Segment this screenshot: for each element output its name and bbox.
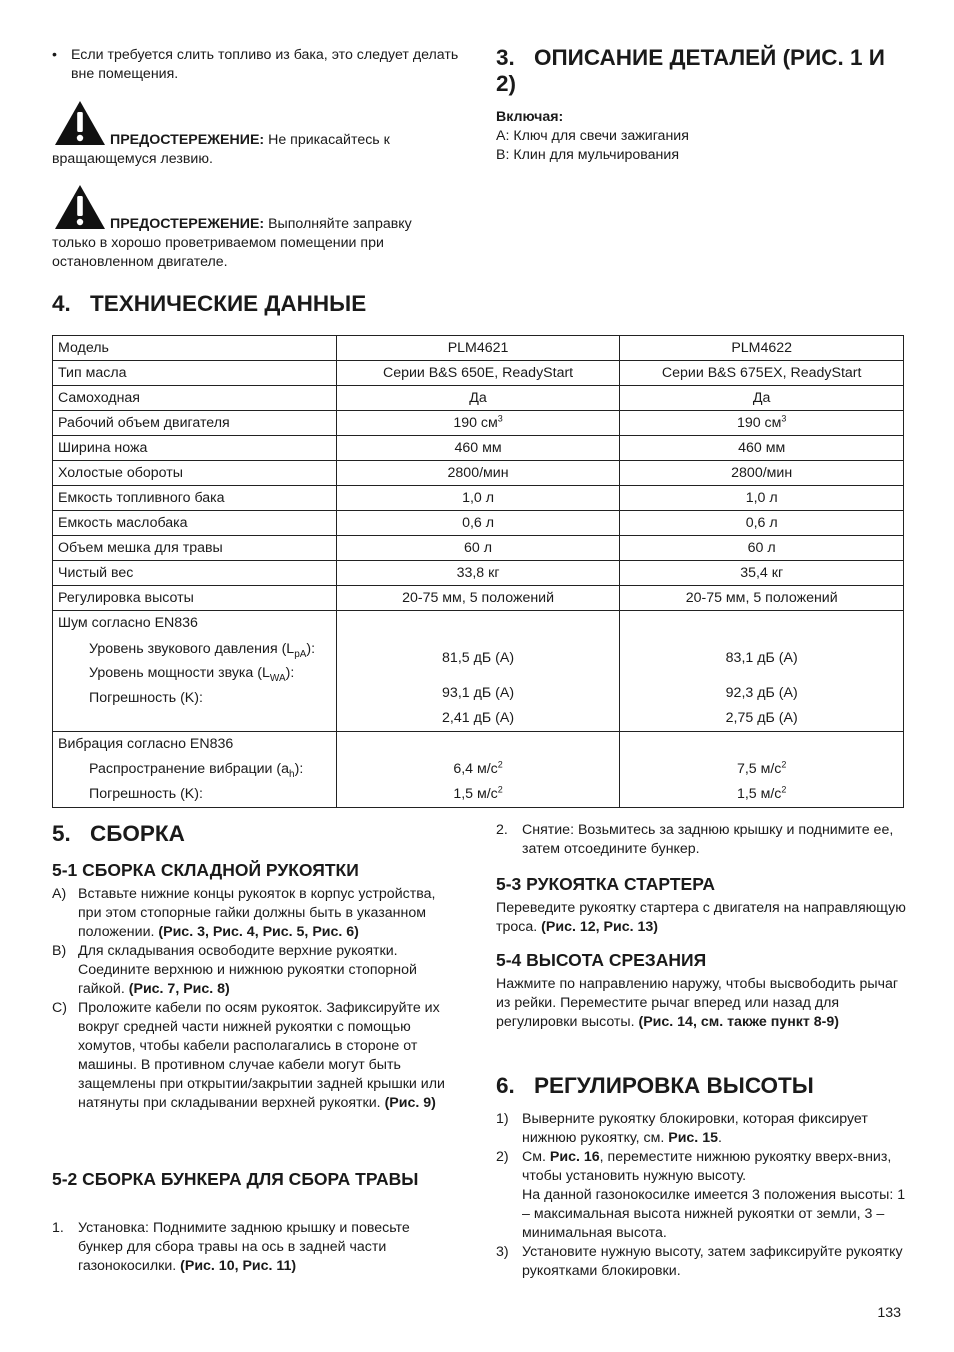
table-row [53,511,904,536]
list-item: 3) Установите нужную высоту, затем зафиксируйте рукоятку рукоятками блокировки. [496,1244,903,1279]
list-item: 1) Выверните рукоятку блокировки, которая фиксирует нижнюю рукоятку, см. Рис. 15. [496,1111,868,1146]
table-cell: 60 л [336,536,620,561]
warning-blade [52,100,462,170]
table-cell: Емкость маслобака [53,511,337,536]
table-cell: 190 $см^3$ [620,411,904,436]
vibration-title: Вибрация согласно EN836 [58,736,234,752]
table-row [53,486,904,511]
table-cell: Серии B&S 650E, ReadyStart [336,361,620,386]
warning-refuel [52,184,462,274]
section-3-body [496,108,906,165]
table-cell: PLM4622 [620,336,904,361]
table-cell: 0,6 л [620,511,904,536]
section-5-3-heading: 5-3 РУКОЯТКА СТАРТЕРА [496,874,715,894]
bullet-dot: • [52,47,57,63]
table-row [53,536,904,561]
noise-error-label: Погрешность (K): [89,690,203,706]
table-cell: 0,6 л [336,511,620,536]
table-cell: 1,0 л [336,486,620,511]
section-5-4-body: Нажмите по направлению наружу, чтобы высвободить рычаг из рейки. Переместите рычаг вперед или назад для регулировки высоты. (Рис. 14, см. также пункт 8-9) [496,976,899,1030]
table-cell: Ширина ножа [53,436,337,461]
warning-text-line1: Не прикасайтесь к [264,132,390,148]
table-row [53,336,904,361]
warning-text-line1: Выполняйте заправку [264,216,412,232]
table-row [53,411,904,436]
table-row [53,361,904,386]
noise-error-value: 2,41 дБ (A) [442,710,515,726]
section-4-heading: 4. ТЕХНИЧЕСКИЕ ДАННЫЕ [52,291,367,316]
vibration-spread-label: Распространение вибрации $(a_h)$: [89,761,304,780]
vibration-error-label: Погрешность (K): [89,786,203,802]
table-row [53,586,904,611]
section-5-2-list-part2 [496,821,906,859]
table-cell: 460 мм [620,436,904,461]
warning-label: ПРЕДОСТЕРЕЖЕНИЕ: [110,216,265,232]
part-item-a: A: Ключ для свечи зажигания [496,128,689,144]
vibration-spread-value: 7,5 $м/с^2$ [736,759,787,777]
section-5-1-list [52,885,458,1113]
table-cell [336,732,620,808]
table-cell: Да [620,386,904,411]
table-cell: 1,0 л [620,486,904,511]
table-cell: 2800/мин [620,461,904,486]
section-5-1-heading: 5-1 СБОРКА СКЛАДНОЙ РУКОЯТКИ [52,860,359,880]
page-number: 133 [877,1305,901,1321]
section-5-3-body: Переведите рукоятку стартера с двигателя на направляющую троса. (Рис. 12, Рис. 13) [496,900,906,935]
table-cell: PLM4621 [336,336,620,361]
noise-power-label: Уровень мощности звука $(L_{WA})$: [89,665,295,684]
including-label: Включая: [496,109,564,125]
table-cell: Рабочий объем двигателя [53,411,337,436]
list-item: 2. Снятие: Возьмитесь за заднюю крышку и поднимите ее, затем отсоедините бункер. [496,822,894,857]
noise-title: Шум согласно EN836 [58,615,198,631]
noise-error-value: 2,75 дБ (A) [725,710,798,726]
table-cell: 20-75 мм, 5 положений [620,586,904,611]
noise-pressure-value: 83,1 дБ (A) [725,650,798,666]
section-6-heading: 6. РЕГУЛИРОВКА ВЫСОТЫ [496,1073,814,1098]
list-item: 2) См. Рис. 16, переместите нижнюю рукоятку вверх-вниз, чтобы установить нужную высоту. На данной газонокосилке имеется 3 положения высоты: 1 – максимальная высота нижней рукоятки от земли, 3 – минимальная высота. [496,1149,906,1241]
list-item: A) Вставьте нижние концы рукояток в корпус устройства, при этом стопорные гайки должны быть в указанном положении. (Рис. 3, Рис. 4, Рис. 5, Рис. 6) [52,886,436,940]
table-cell [53,732,337,808]
table-cell: Емкость топливного бака [53,486,337,511]
section-3-heading: 3. ОПИСАНИЕ ДЕТАЛЕЙ (РИС. 1 И 2) [496,45,885,96]
section-6-list [496,1110,906,1281]
noise-pressure-label: Уровень звукового давления $(L_{pA})$: [89,641,316,660]
table-cell: 60 л [620,536,904,561]
fuel-drain-text: Если требуется слить топливо из бака, это следует делать вне помещения. [71,47,459,82]
table-row [53,386,904,411]
warning-text-rest: вращающемуся лезвию. [52,151,213,167]
table-cell: Объем мешка для травы [53,536,337,561]
table-cell: Холостые обороты [53,461,337,486]
list-item: C) Проложите кабели по осям рукояток. Зафиксируйте их вокруг средней части нижней рукоятки с помощью хомутов, чтобы кабели располагались в стороне от машины. В противном случае кабели могут быть защемлены при открытии/закрытии задней крышки или натянуты при складывании верхней рукоятки. (Рис. 9) [52,1000,445,1111]
table-cell: Регулировка высоты [53,586,337,611]
table-cell: 2800/мин [336,461,620,486]
table-cell: Модель [53,336,337,361]
table-row [53,561,904,586]
table-row [53,436,904,461]
section-5-4-heading: 5-4 ВЫСОТА СРЕЗАНИЯ [496,950,707,970]
table-cell: 460 мм [336,436,620,461]
noise-group-row [53,611,904,732]
noise-power-value: 93,1 дБ (A) [442,685,515,701]
vibration-spread-value: 6,4 $м/с^2$ [453,759,503,777]
noise-pressure-value: 81,5 дБ (A) [442,650,515,666]
table-cell [620,732,904,808]
table-cell: Самоходная [53,386,337,411]
warning-label: ПРЕДОСТЕРЕЖЕНИЕ: [110,132,265,148]
table-cell [336,611,620,732]
section-5-2-list-part1 [52,1219,458,1276]
table-cell: Да [336,386,620,411]
table-cell [53,611,337,732]
table-cell: 33,8 кг [336,561,620,586]
table-cell: Чистый вес [53,561,337,586]
table-cell: Тип масла [53,361,337,386]
vibration-group-row [53,732,904,808]
section-5-heading: 5. СБОРКА [52,821,185,846]
table-cell: 20-75 мм, 5 положений [336,586,620,611]
vibration-error-value: 1,5 $м/с^2$ [736,784,787,802]
list-item: B) Для складывания освободите верхние рукоятки. Соедините верхнюю и нижнюю рукоятки стопорной гайкой. (Рис. 7, Рис. 8) [52,943,417,997]
warning-text-rest: только в хорошо проветриваемом помещении при остановленном двигателе. [52,235,384,270]
part-item-b: B: Клин для мульчирования [496,147,679,163]
table-row [53,461,904,486]
list-item: 1. Установка: Поднимите заднюю крышку и повесьте бункер для сбора травы на ось в задней части газонокосилки. (Рис. 10, Рис. 11) [52,1220,410,1274]
section-5-2-heading: 5-2 СБОРКА БУНКЕРА ДЛЯ СБОРА ТРАВЫ [52,1169,419,1189]
specs-table [52,335,904,808]
table-cell [620,611,904,732]
table-cell: Серии B&S 675EX, ReadyStart [620,361,904,386]
table-cell: 190 $см^3$ [336,411,620,436]
table-cell: 35,4 кг [620,561,904,586]
fuel-drain-note [52,46,462,84]
vibration-error-value: 1,5 $м/с^2$ [453,784,503,802]
noise-power-value: 92,3 дБ (A) [725,685,798,701]
